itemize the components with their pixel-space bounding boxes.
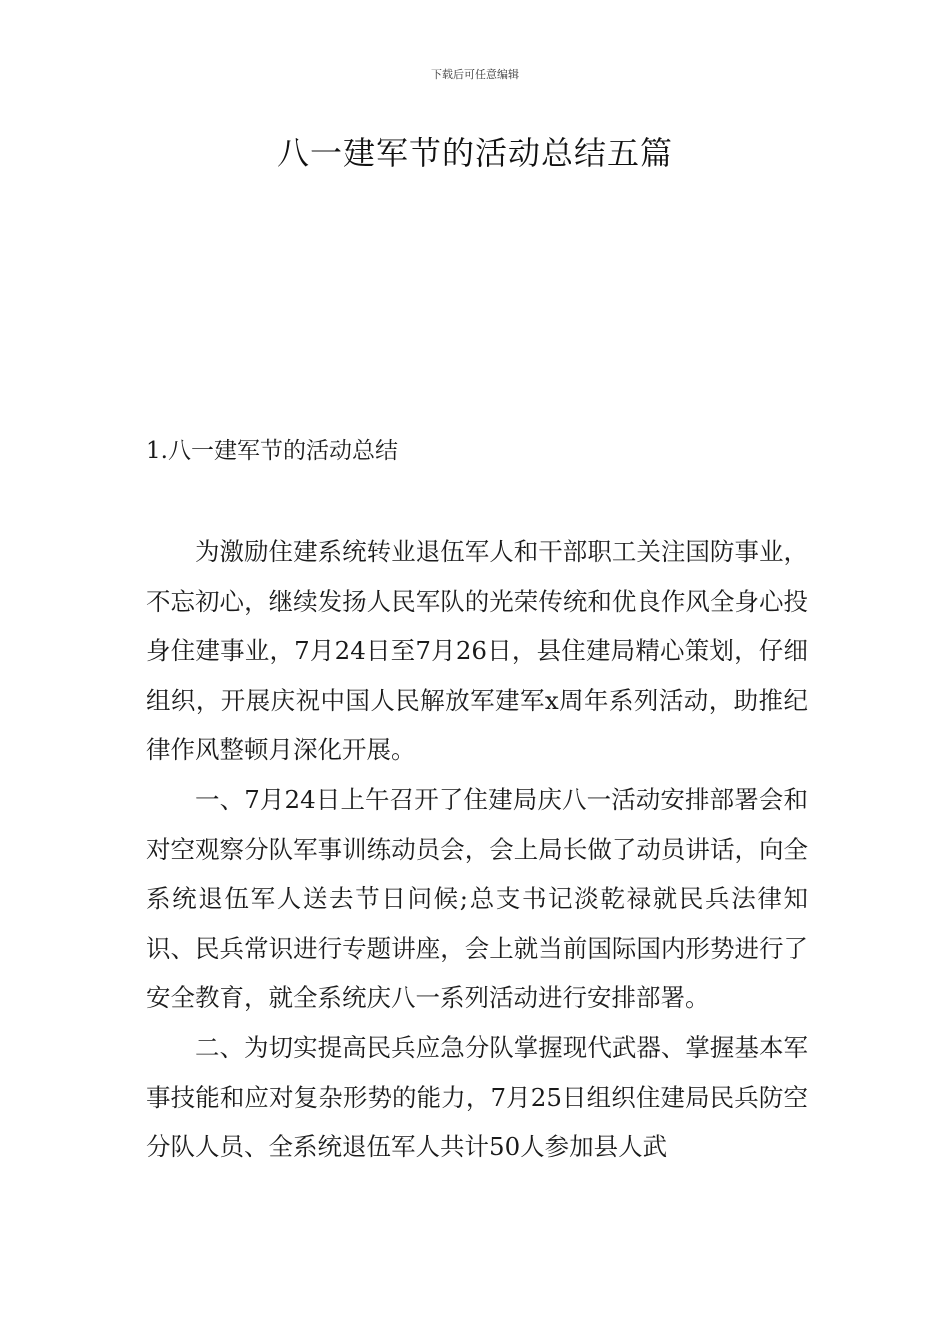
page-header-note: 下载后可任意编辑 xyxy=(431,68,519,81)
paragraph-item-1: 一、7月24日上午召开了住建局庆八一活动安排部署会和对空观察分队军事训练动员会，会上局长做了动员讲话，向全系统退伍军人送去节日问候;总支书记淡乾禄就民兵法律知识、民兵常识进行专题讲座，会上就当前国际国内形势进行了安全教育，就全系统庆八一系列活动进行安排部署。 xyxy=(146,784,808,1013)
document-body xyxy=(146,527,808,1172)
paragraph-item-2: 二、为切实提高民兵应急分队掌握现代武器、掌握基本军事技能和应对复杂形势的能力，7月25日组织住建局民兵防空分队人员、全系统退伍军人共计50人参加县人武 xyxy=(146,1032,808,1162)
document-title: 八一建军节的活动总结五篇 xyxy=(276,134,673,172)
paragraph-intro: 为激励住建系统转业退伍军人和干部职工关注国防事业，不忘初心，继续发扬人民军队的光荣传统和优良作风全身心投身住建事业，7月24日至7月26日，县住建局精心策划，仔细组织，开展庆祝中国人民解放军建军x周年系列活动，助推纪律作风整顿月深化开展。 xyxy=(146,537,808,765)
section-heading: 1.八一建军节的活动总结 xyxy=(146,438,398,464)
